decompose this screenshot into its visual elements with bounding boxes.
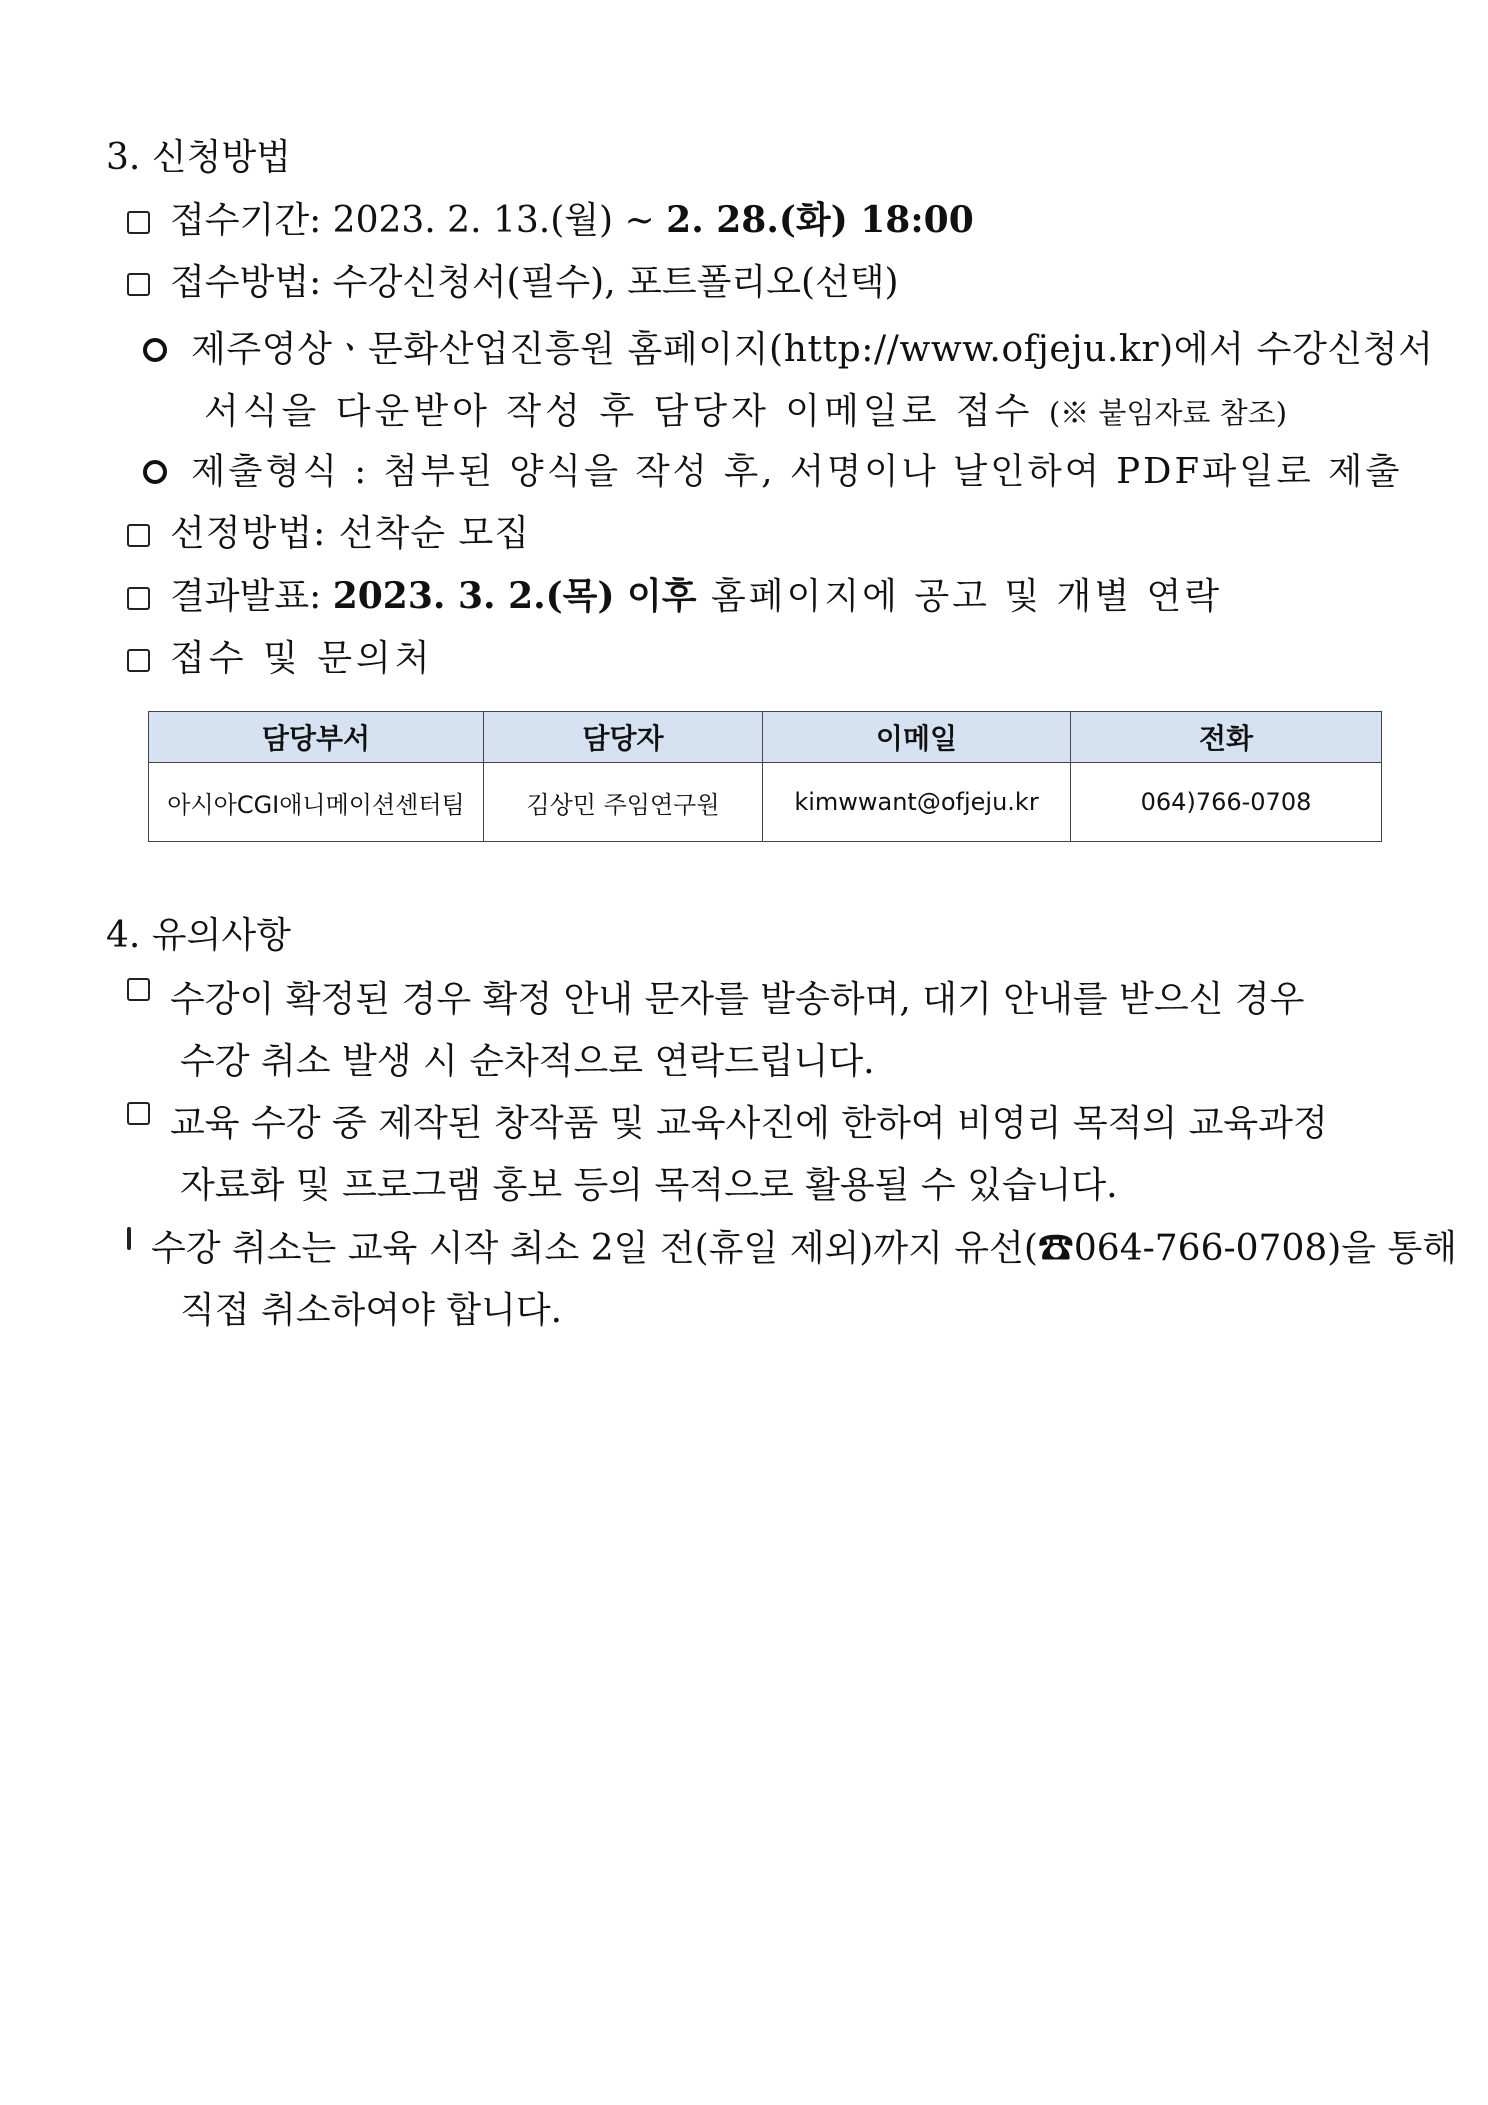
contact-item <box>127 637 434 681</box>
header-department: 담당부서 <box>149 712 484 763</box>
checkbox-icon <box>127 1227 131 1250</box>
sub1-line1-text: 제주영상ㆍ문화산업진흥원 홈페이지(http://www.ofjeju.kr)에서 수강신청서 <box>191 329 1434 370</box>
sub1-line2-text: 서식을 다운받아 작성 후 담당자 이메일로 접수 <box>204 391 1049 432</box>
contact-table-header <box>149 712 1382 763</box>
sub1-line2 <box>204 390 1287 435</box>
notice-item-1 <box>127 978 1381 1022</box>
cell-department: 아시아CGI애니메이션센터팀 <box>149 763 484 842</box>
sub2-text: 제출형식 : 첨부된 양식을 작성 후, 서명이나 날인하여 PDF파일로 제출 <box>191 451 1403 492</box>
checkbox-icon <box>127 211 150 234</box>
section4-title: 4. 유의사항 <box>106 915 291 956</box>
period-label: 접수기간: 2023. 2. 13.(월) ~ <box>170 200 667 241</box>
selection-item <box>127 512 530 556</box>
item3-line2: 직접 취소하여야 합니다. <box>180 1290 563 1331</box>
result-date: 2023. 3. 2.(목) 이후 <box>332 575 697 617</box>
checkbox-icon <box>127 587 150 610</box>
result-item <box>127 574 1222 619</box>
period-item <box>127 198 974 243</box>
checkbox-icon <box>127 273 150 296</box>
sub1-line1 <box>191 328 1433 372</box>
selection-text: 선정방법: 선착순 모집 <box>170 513 530 554</box>
item3-line1: 수강 취소는 교육 시작 최소 2일 전(휴일 제외)까지 유선(☎064-766-0708)을 통해 <box>151 1228 1458 1269</box>
sub-item-format <box>143 450 1402 494</box>
notice-item-3 <box>127 1227 1458 1271</box>
period-end: 2. 28.(화) 18:00 <box>666 199 974 241</box>
notice-item-2 <box>127 1102 1381 1146</box>
item2-line2: 자료화 및 프로그램 홍보 등의 목적으로 활용될 수 있습니다. <box>180 1165 1118 1206</box>
checkbox-icon <box>127 978 150 1001</box>
circle-bullet-icon <box>143 338 167 362</box>
method-text: 접수방법: 수강신청서(필수), 포트폴리오(선택) <box>170 262 899 303</box>
cell-person: 김상민 주임연구원 <box>484 763 763 842</box>
header-person: 담당자 <box>484 712 763 763</box>
result-rest: 홈페이지에 공고 및 개별 연락 <box>696 576 1223 617</box>
contact-title: 접수 및 문의처 <box>170 638 434 679</box>
item2-line1: 교육 수강 중 제작된 창작품 및 교육사진에 한하여 비영리 목적의 교육과정 <box>170 1103 1328 1144</box>
item1-line2: 수강 취소 발생 시 순차적으로 연락드립니다. <box>180 1041 875 1082</box>
header-phone: 전화 <box>1071 712 1382 763</box>
cell-phone: 064)766-0708 <box>1071 763 1382 842</box>
sub-item-homepage <box>143 328 1434 372</box>
checkbox-icon <box>127 1102 150 1125</box>
table-row <box>149 763 1382 842</box>
circle-bullet-icon <box>143 460 167 484</box>
result-label: 결과발표: <box>170 576 333 617</box>
item1-line1: 수강이 확정된 경우 확정 안내 문자를 발송하며, 대기 안내를 받으신 경우 <box>170 979 1305 1020</box>
header-email: 이메일 <box>763 712 1071 763</box>
sub1-note: (※ 붙임자료 참조) <box>1048 396 1288 430</box>
checkbox-icon <box>127 649 150 672</box>
section3-title: 3. 신청방법 <box>106 137 291 178</box>
contact-table <box>148 711 1382 842</box>
cell-email: kimwwant@ofjeju.kr <box>763 763 1071 842</box>
method-item <box>127 261 899 305</box>
checkbox-icon <box>127 524 150 547</box>
